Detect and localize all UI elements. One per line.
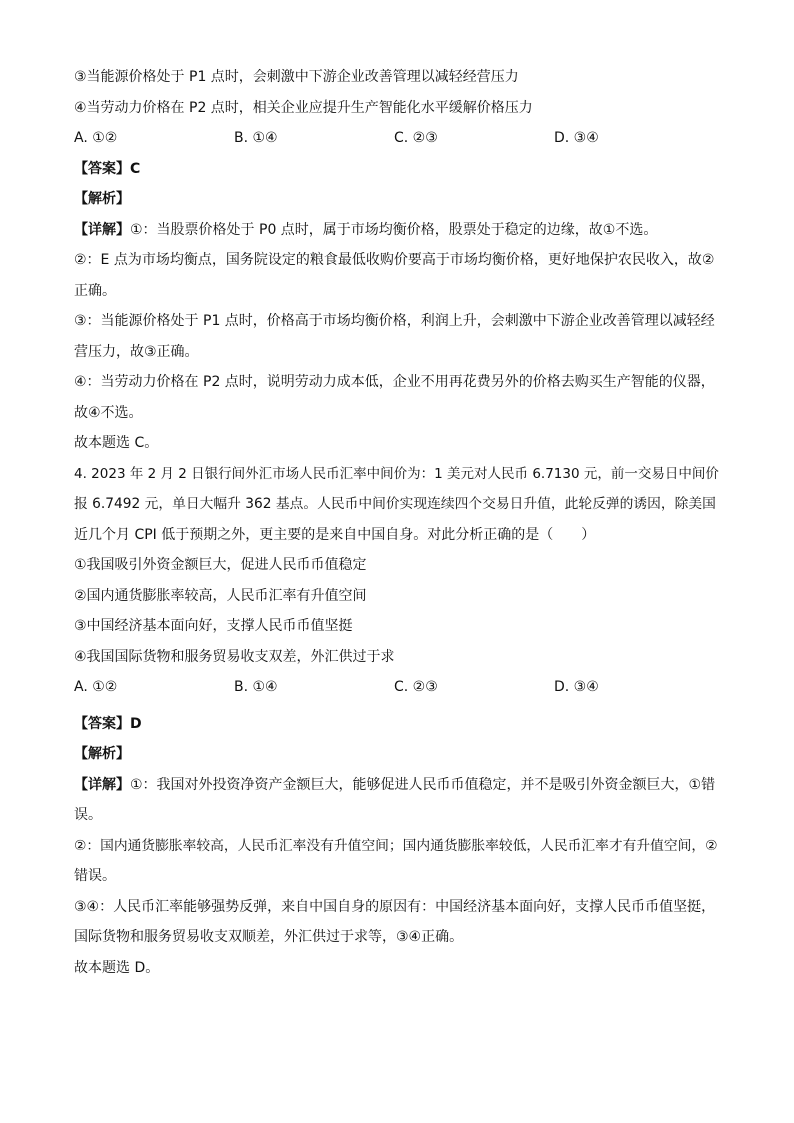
q3-options: [74, 123, 726, 154]
q3-answer: 【答案】C: [74, 160, 141, 177]
q3-option-b: B. ①④: [234, 130, 278, 146]
q4-option-a: A. ①②: [74, 679, 118, 695]
q3-detail-1-text: ①：当股票价格处于 P0 点时，属于市场均衡价格，股票处于稳定的边缘，故①不选。: [130, 221, 658, 238]
document-page: [74, 62, 726, 983]
q4-stem-line-1: 4. 2023 年 2 月 2 日银行间外汇市场人民币汇率中间价为：1 美元对人民币 6.7130 元，前一交易日中间价: [74, 465, 719, 482]
q3-detail-label: 【详解】: [74, 221, 130, 238]
q3-detail-3b: 营压力，故③正确。: [74, 343, 199, 360]
q4-option-b: B. ①④: [234, 679, 278, 695]
q4-options: [74, 672, 726, 703]
q4-statement-1: ①我国吸引外资金额巨大，促进人民币币值稳定: [74, 557, 367, 573]
q3-analysis-label: 【解析】: [74, 191, 130, 207]
q4-option-c: C. ②③: [394, 679, 438, 695]
q4-analysis-label: 【解析】: [74, 746, 130, 762]
q4-stem-line-3: 近几个月 CPI 低于预期之外，更主要的是来自中国自身。对此分析正确的是（ ）: [74, 526, 596, 543]
q4-detail-2a: ②：国内通货膨胀率较高，人民币汇率没有升值空间；国内通货膨胀率较低，人民币汇率才有升值空间，②: [74, 837, 718, 854]
q3-statement-3: ③当能源价格处于 P1 点时，会刺激中下游企业改善管理以减轻经营压力: [74, 69, 519, 85]
q3-detail-2a: ②：E 点为市场均衡点，国务院设定的粮食最低收购价要高于市场均衡价格，更好地保护农民收入，故②: [74, 252, 715, 268]
q3-option-a: A. ①②: [74, 130, 118, 146]
q3-detail-1: [74, 215, 726, 246]
q3-option-c: C. ②③: [394, 130, 438, 146]
q3-detail-4a: ④：当劳动力价格在 P2 点时，说明劳动力成本低，企业不用再花费另外的价格去购买生产智能的仪器，: [74, 374, 715, 390]
q3-option-d: D. ③④: [554, 130, 599, 146]
q4-detail-2b: 错误。: [74, 868, 116, 884]
q4-statement-3: ③中国经济基本面向好，支撑人民币币值坚挺: [74, 618, 353, 634]
q4-detail-3b: 国际货物和服务贸易收支双顺差，外汇供过于求等，③④正确。: [74, 929, 464, 945]
q4-detail-label: 【详解】: [74, 776, 130, 793]
q4-detail-3a: ③④：人民币汇率能够强势反弹，来自中国自身的原因有：中国经济基本面向好，支撑人民币币值坚挺，: [74, 898, 716, 915]
q4-detail-1a: [74, 770, 726, 801]
q4-statement-2: ②国内通货膨胀率较高，人民币汇率有升值空间: [74, 587, 367, 604]
q3-detail-3a: ③：当能源价格处于 P1 点时，价格高于市场均衡价格，利润上升，会刺激中下游企业改善管理以减轻经: [74, 313, 715, 329]
q3-conclusion: 故本题选 C。: [74, 435, 159, 451]
q3-detail-4b: 故④不选。: [74, 404, 143, 421]
q4-stem-line-2: 报 6.7492 元，单日大幅升 362 基点。人民币中间价实现连续四个交易日升值，此轮反弹的诱因，除美国: [74, 496, 716, 512]
q4-detail-1a-text: ①：我国对外投资净资产金额巨大，能够促进人民币币值稳定，并不是吸引外资金额巨大，①错: [130, 776, 716, 793]
q4-answer: 【答案】D: [74, 715, 142, 732]
q3-detail-2b: 正确。: [74, 282, 116, 299]
q4-option-d: D. ③④: [554, 679, 599, 695]
q4-statement-4: ④我国国际货物和服务贸易收支双差，外汇供过于求: [74, 648, 395, 665]
q4-detail-1b: 误。: [74, 807, 102, 823]
q3-statement-4: ④当劳动力价格在 P2 点时，相关企业应提升生产智能化水平缓解价格压力: [74, 99, 533, 116]
q4-conclusion: 故本题选 D。: [74, 959, 160, 976]
